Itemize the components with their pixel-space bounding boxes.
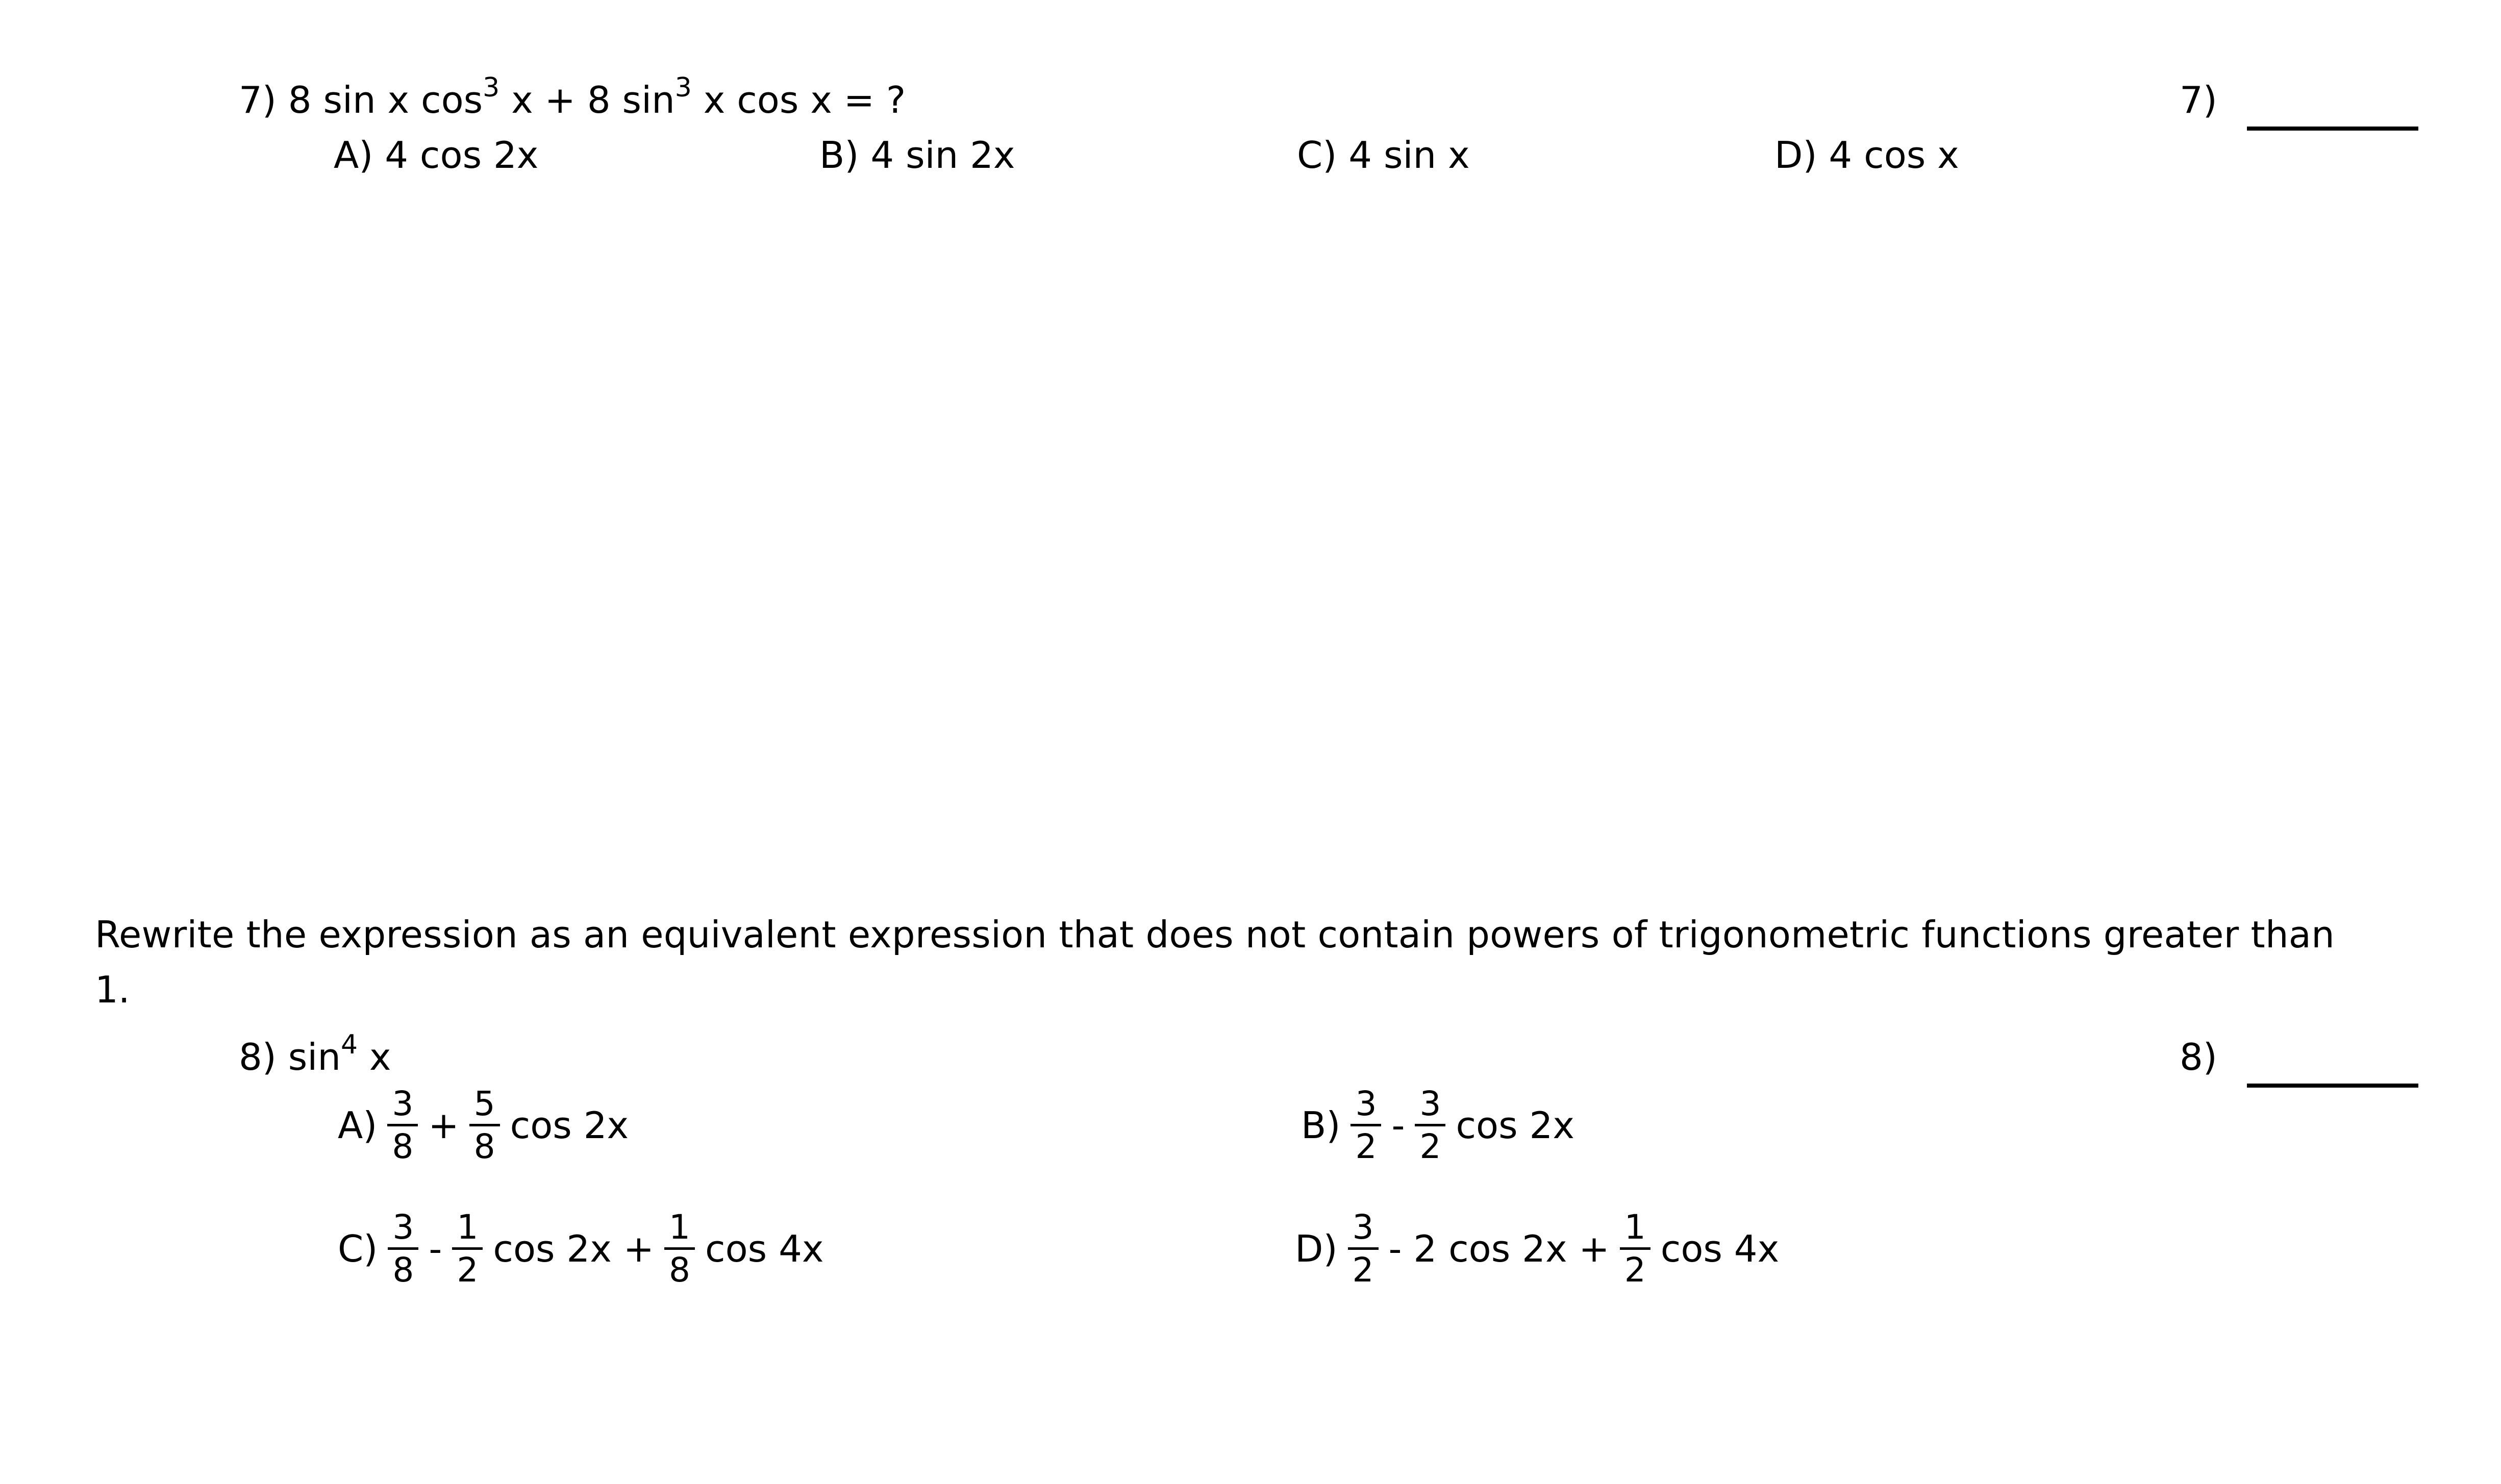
question-7-exponent: 3 [483, 72, 500, 103]
operator: - [1391, 1103, 1405, 1147]
fraction [664, 1210, 695, 1288]
choice-text: 4 cos 2x [385, 134, 539, 177]
question-7-choice-c[interactable] [1297, 134, 1470, 177]
choice-tail: cos 2x [1456, 1103, 1574, 1147]
fraction-bar [469, 1124, 500, 1126]
question-8-number: 8) [239, 1036, 277, 1078]
instruction-text: Rewrite the expression as an equivalent expression that does not contain powers of trigonometric functions greater than [95, 913, 2335, 956]
choice-tail: cos 4x [1660, 1227, 1780, 1270]
choice-label: D) [1295, 1227, 1338, 1270]
fraction-bar [1415, 1124, 1445, 1126]
answer-8-label: 8) [2180, 1036, 2217, 1078]
answer-8-blank[interactable] [2247, 1084, 2418, 1088]
question-8-text-part: x [358, 1036, 391, 1078]
choice-label: A) [334, 134, 373, 177]
choice-text: 4 cos x [1829, 134, 1959, 177]
answer-7-blank[interactable] [2247, 127, 2418, 131]
question-8-choice-a[interactable] [334, 1084, 633, 1167]
operator: - [429, 1227, 442, 1270]
fraction-denominator: 2 [1624, 1250, 1646, 1290]
fraction [1348, 1210, 1379, 1288]
choice-label: A) [338, 1103, 378, 1147]
question-7-choice-d[interactable] [1774, 134, 1959, 177]
question-7-number: 7) [239, 79, 277, 121]
fraction-denominator: 2 [1419, 1127, 1441, 1167]
choice-label: B) [819, 134, 859, 177]
fraction-numerator: 3 [1419, 1084, 1441, 1123]
choice-middle: cos 2x + [493, 1227, 655, 1270]
choice-text: 4 sin x [1348, 134, 1470, 177]
fraction [1415, 1084, 1445, 1167]
fraction-numerator: 3 [392, 1208, 414, 1247]
question-7-stem [239, 72, 906, 121]
fraction-bar [1620, 1247, 1650, 1250]
fraction [1620, 1210, 1650, 1288]
fraction-denominator: 8 [473, 1127, 495, 1167]
operator: - 2 cos 2x + [1388, 1227, 1610, 1270]
question-7-choice-b[interactable] [819, 134, 1015, 177]
fraction [1350, 1084, 1381, 1167]
fraction-denominator: 8 [392, 1250, 414, 1290]
fraction-bar [664, 1247, 695, 1250]
fraction-denominator: 2 [1355, 1127, 1377, 1167]
question-7-text-part: x + 8 sin [499, 79, 675, 121]
fraction-numerator: 1 [1624, 1208, 1646, 1247]
fraction-denominator: 2 [457, 1250, 479, 1290]
instruction-text-continued: 1. [95, 968, 130, 1011]
question-7-choice-a[interactable] [334, 134, 539, 177]
question-8-text-part: sin [288, 1036, 341, 1078]
fraction-bar [387, 1124, 418, 1126]
operator: + [428, 1103, 459, 1147]
fraction [452, 1210, 483, 1288]
fraction-bar [1348, 1247, 1379, 1250]
fraction-denominator: 8 [669, 1250, 691, 1290]
fraction [388, 1210, 418, 1288]
fraction [469, 1084, 500, 1167]
question-8-exponent: 4 [340, 1029, 358, 1060]
choice-label: C) [338, 1227, 378, 1270]
choice-text: 4 sin 2x [870, 134, 1015, 177]
question-7-exponent: 3 [674, 72, 692, 103]
fraction-numerator: 1 [457, 1208, 479, 1247]
choice-label: D) [1774, 134, 1817, 177]
question-7-text-part: x cos x = ? [691, 79, 906, 121]
choice-tail: cos 4x [705, 1227, 824, 1270]
choice-label: C) [1297, 134, 1337, 177]
fraction-bar [452, 1247, 483, 1250]
answer-7-label: 7) [2180, 79, 2217, 121]
fraction-denominator: 8 [392, 1127, 414, 1167]
question-8-choice-c[interactable] [334, 1210, 828, 1288]
fraction-numerator: 3 [1355, 1084, 1377, 1123]
fraction-numerator: 5 [473, 1084, 495, 1123]
fraction [387, 1084, 418, 1167]
choice-label: B) [1301, 1103, 1341, 1147]
choice-tail: cos 2x [510, 1103, 629, 1147]
question-7-text-part: 8 sin x cos [288, 79, 483, 121]
question-8-choice-d[interactable] [1291, 1210, 1783, 1288]
fraction-numerator: 3 [1352, 1208, 1374, 1247]
fraction-bar [1350, 1124, 1381, 1126]
question-8-choice-b[interactable] [1297, 1084, 1579, 1167]
question-8-stem [239, 1029, 391, 1078]
fraction-numerator: 3 [392, 1084, 414, 1123]
fraction-bar [388, 1247, 418, 1250]
fraction-numerator: 1 [669, 1208, 691, 1247]
fraction-denominator: 2 [1352, 1250, 1374, 1290]
